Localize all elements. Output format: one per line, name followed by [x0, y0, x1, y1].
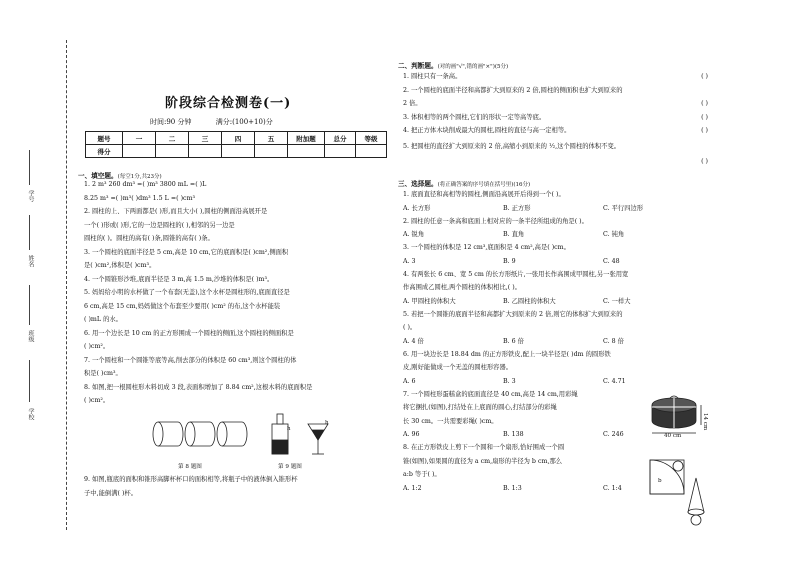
score-cell: 一 [123, 132, 156, 145]
option-c[interactable]: C. 钝角 [603, 231, 625, 238]
q-line: 一个( )形或( )形,它的一边是圆柱的( ),相邻的另一边是 [84, 221, 235, 229]
q-line: 7. 一个圆柱形蛋糕盒的底面直径是 40 cm,高是 14 cm,用彩绳 [403, 390, 578, 398]
q-line: a:b 等于( )。 [403, 471, 441, 478]
mc-question-4 [403, 268, 713, 308]
options [403, 335, 713, 348]
score-input-cell[interactable] [288, 145, 325, 158]
q-line: 4. 有两张长 6 cm、宽 5 cm 的长方形纸片,一张用长作高围成甲圆柱,另一张用宽 [403, 270, 629, 278]
option-c[interactable]: C. 一样大 [603, 297, 631, 305]
q-line: 1. 底面直径和高相等的圆柱,侧面沿高展开后得到一个( )。 [403, 191, 565, 198]
score-input-cell[interactable] [189, 145, 222, 158]
option-a[interactable]: A. 4 倍 [403, 337, 424, 345]
cake-box-figure [646, 395, 706, 437]
cake-height-label: 14 cm [702, 413, 708, 431]
option-a[interactable]: A. 甲圆柱的体积大 [403, 297, 456, 305]
figure-9-h-label: h [287, 426, 291, 432]
option-a[interactable]: A. 3 [403, 257, 416, 265]
q-line: 5. 若把一个圆锥的底面半径和高都扩大到原来的 2 倍,则它的体积扩大到原来的 [403, 310, 623, 318]
options [403, 255, 713, 268]
score-cell: 总分 [325, 132, 356, 145]
section-3-body [403, 188, 713, 495]
q-line: 5. 把圆柱的直径扩大到原来的 2 倍,高缩小到原来的 ½,这个圆柱的体积不变。 [403, 142, 621, 150]
option-c[interactable]: C. 246 [603, 431, 624, 438]
q-line: 将它捆扎(如图),打结处在上底面的圆心,打结部分的彩绳 [403, 404, 557, 411]
q-line: 长 30 cm。一共需要彩绳( )cm。 [403, 417, 498, 425]
q-line: 2. 一个圆柱的底面半径和高都扩大到原来的 2 倍,圆柱的侧面积也扩大到原来的 [403, 86, 623, 94]
q-line: 作高围成乙圆柱,两个圆柱的体积相比,( )。 [403, 284, 521, 291]
q-text: 2 倍。 [403, 100, 422, 107]
option-a[interactable]: A. 6 [403, 377, 416, 385]
section-2-heading: 二、判断题。 [398, 62, 438, 70]
section-2-note: (对的画"√",错的画"×")(5分) [437, 64, 509, 70]
figure-8-caption: 第 8 题图 [178, 464, 202, 470]
answer-blank[interactable]: ( ) [701, 73, 708, 80]
option-b[interactable]: B. 直角 [503, 231, 525, 238]
tf-question-5 [403, 155, 708, 169]
q-line: 3. 一个圆柱的体积是 12 cm³,底面积是 4 cm²,高是( )cm。 [403, 244, 570, 251]
option-c[interactable]: C. 8 倍 [603, 337, 624, 345]
q-line: 1. 2 m³ 260 dm³ =( )m³ 3800 mL =( )L [84, 181, 207, 188]
section-3-heading: 三、选择题。 [398, 180, 438, 188]
answer-blank[interactable]: ( ) [701, 113, 708, 121]
class-line [29, 285, 30, 325]
options [403, 228, 713, 241]
score-cell: 等级 [356, 132, 387, 145]
option-c[interactable]: C. 48 [603, 257, 620, 265]
exam-meta [150, 117, 295, 127]
question-9 [84, 473, 384, 500]
student-id-line [29, 150, 30, 185]
answer-blank[interactable]: ( ) [701, 127, 708, 134]
option-c[interactable]: C. 1:4 [603, 484, 622, 492]
score-table-score-row [86, 145, 387, 158]
option-c[interactable]: C. 平行四边形 [603, 204, 644, 212]
mc-question-6 [403, 348, 713, 388]
cake-diameter-label: 40 cm [664, 433, 682, 439]
school-line [29, 360, 30, 402]
tf-question-2 [403, 97, 708, 111]
option-a[interactable]: A. 长方形 [403, 204, 431, 212]
score-input-cell[interactable] [356, 145, 387, 158]
score-cell: 四 [222, 132, 255, 145]
q-line: 2. 圆柱的上、下两面都是( )形,而且大小( ),圆柱的侧面沿高展开是 [84, 208, 268, 215]
option-b[interactable]: B. 3 [503, 377, 516, 385]
option-a[interactable]: A. 96 [403, 431, 420, 438]
option-a[interactable]: A. 1:2 [403, 484, 422, 492]
section-1-note: (每空1分,共23分) [117, 174, 162, 180]
q-line: 积是( )cm³。 [84, 370, 122, 377]
score-cell: 得分 [86, 145, 123, 158]
tf-question-3 [403, 111, 708, 125]
time-limit: 时间:90 分钟 [150, 118, 192, 126]
section-2-body [403, 70, 708, 168]
option-b[interactable]: B. 6 倍 [503, 337, 524, 345]
options [403, 295, 713, 308]
school-label: 学校 [27, 408, 34, 420]
section-3-title [398, 178, 530, 188]
q-text: 3. 体积相等的两个圆柱,它们的形状一定等高等底。 [403, 113, 546, 121]
q-text: 1. 圆柱只有一条高。 [403, 73, 462, 80]
score-cell: 三 [189, 132, 222, 145]
q-line: 是( )cm²,体积是( )cm³。 [84, 262, 156, 269]
q-line: 7. 一个圆柱和一个圆锥等底等高,削去部分的体积是 60 cm³,则这个圆柱的体 [84, 356, 297, 364]
option-b[interactable]: B. 138 [503, 431, 524, 438]
q-text: 4. 把正方体木块削成最大的圆柱,圆柱的直径与高一定相等。 [403, 127, 571, 134]
options [403, 375, 713, 388]
tf-question-1 [403, 70, 708, 84]
q-line: 6. 用一块边长是 18.84 dm 的正方形铁皮,配上一块半径是( )dm 的圆形铁 [403, 350, 611, 358]
section-2-title [398, 60, 508, 70]
q-line: ( )cm²。 [84, 397, 110, 404]
option-b[interactable]: B. 1:3 [503, 484, 522, 492]
q-line: 6. 用一个边长是 10 cm 的正方形围成一个圆柱的侧面,这个圆柱的侧面积是 [84, 329, 294, 337]
figure-9-bottle-goblet [268, 410, 348, 458]
options [403, 202, 713, 215]
q-line: 6 cm,高是 15 cm,妈妈做这个布套至少要用( )cm² 的布,这个水杯能装 [84, 302, 281, 310]
option-b[interactable]: B. 正方形 [503, 204, 531, 212]
figure-8-cylinders [150, 418, 250, 450]
score-input-cell[interactable] [222, 145, 255, 158]
q-line: 锥(如图),如果圆的直径为 a cm,扇形的半径为 b cm,那么 [403, 457, 563, 465]
q-line: 8. 在正方形铁皮上剪下一个圆和一个扇形,恰好围成一个圆 [403, 444, 565, 451]
mc-question-1 [403, 188, 713, 215]
score-input-cell[interactable] [255, 145, 288, 158]
option-c[interactable]: C. 4.71 [603, 377, 626, 385]
q-line: ( )mL 的水。 [84, 316, 122, 323]
score-cell: 五 [255, 132, 288, 145]
option-a[interactable]: A. 锐角 [403, 231, 425, 238]
sector-radius-label: b [658, 478, 662, 484]
score-table [85, 131, 387, 158]
score-input-cell[interactable] [156, 145, 189, 158]
class-label: 班级 [27, 330, 34, 342]
answer-blank[interactable]: ( ) [701, 100, 708, 107]
q-line: 8.25 m³ =( )m³( )dm³ 1.5 L =( )cm³ [84, 194, 196, 202]
figure-9-caption: 第 9 题图 [278, 464, 302, 470]
score-cell: 题号 [86, 132, 123, 145]
full-score: 满分:(100+10)分 [215, 118, 273, 126]
option-b[interactable]: B. 9 [503, 257, 516, 265]
name-label: 姓名 [27, 255, 34, 267]
q-line: 子中,能倒满( )杯。 [84, 489, 137, 497]
tf-question-4 [403, 124, 708, 138]
score-input-cell[interactable] [123, 145, 156, 158]
score-table-header-row [86, 132, 387, 145]
q-line: ( )cm²。 [84, 343, 110, 350]
section-3-note: (将正确答案的序号填在括号里)(16分) [437, 182, 531, 188]
score-cell: 附加题 [288, 132, 325, 145]
square-sector-cone-figure [648, 458, 714, 528]
figure-9-h-label: h [325, 420, 329, 426]
answer-blank[interactable]: ( ) [701, 157, 708, 165]
name-line [29, 215, 30, 250]
mc-question-3 [403, 241, 713, 268]
mc-question-2 [403, 215, 713, 242]
q-line: 3. 一个圆柱的底面半径是 5 cm,高是 10 cm,它的底面积是( )cm²,侧面积 [84, 248, 289, 256]
q-line: 4. 一个圆锥形沙堆,底面半径是 3 m,高 1.5 m,沙堆的体积是( )m³。 [84, 275, 274, 283]
student-id-label: 学号 [27, 190, 34, 202]
q-line: 9. 如图,瓶底的面积和锥形高脚杯杯口的面积相等,将瓶子中的液体倒入锥形杯 [84, 476, 298, 483]
score-input-cell[interactable] [325, 145, 356, 158]
q-line: 皮,刚好能做成一个无盖的圆柱形容器。 [403, 364, 513, 371]
q-line: 圆柱的( )。圆柱的高有( )条,圆锥的高有( )条。 [84, 235, 214, 242]
q-line: 5. 妈妈给小明的水杯做了一个布套(无盖),这个水杯是圆柱形的,底面直径是 [84, 289, 290, 296]
q-line: ( )。 [403, 324, 417, 331]
q-line: 2. 圆柱的任意一条高和底面上相对应的一条半径所组成的角是( )。 [403, 217, 588, 225]
q-line: 8. 如图,把一根圆柱形木料切成 3 段,表面积增加了 8.84 cm²,这根木料的底面积是 [84, 383, 313, 391]
score-cell: 二 [156, 132, 189, 145]
section-1-heading: 一、填空题。 [78, 172, 118, 180]
exam-title: 阶段综合检测卷(一) [165, 96, 292, 111]
binding-margin [0, 40, 70, 540]
option-b[interactable]: B. 乙圆柱的体积大 [503, 297, 556, 305]
mc-question-5 [403, 308, 713, 348]
section-1-body [84, 178, 384, 408]
cut-line [66, 40, 67, 530]
